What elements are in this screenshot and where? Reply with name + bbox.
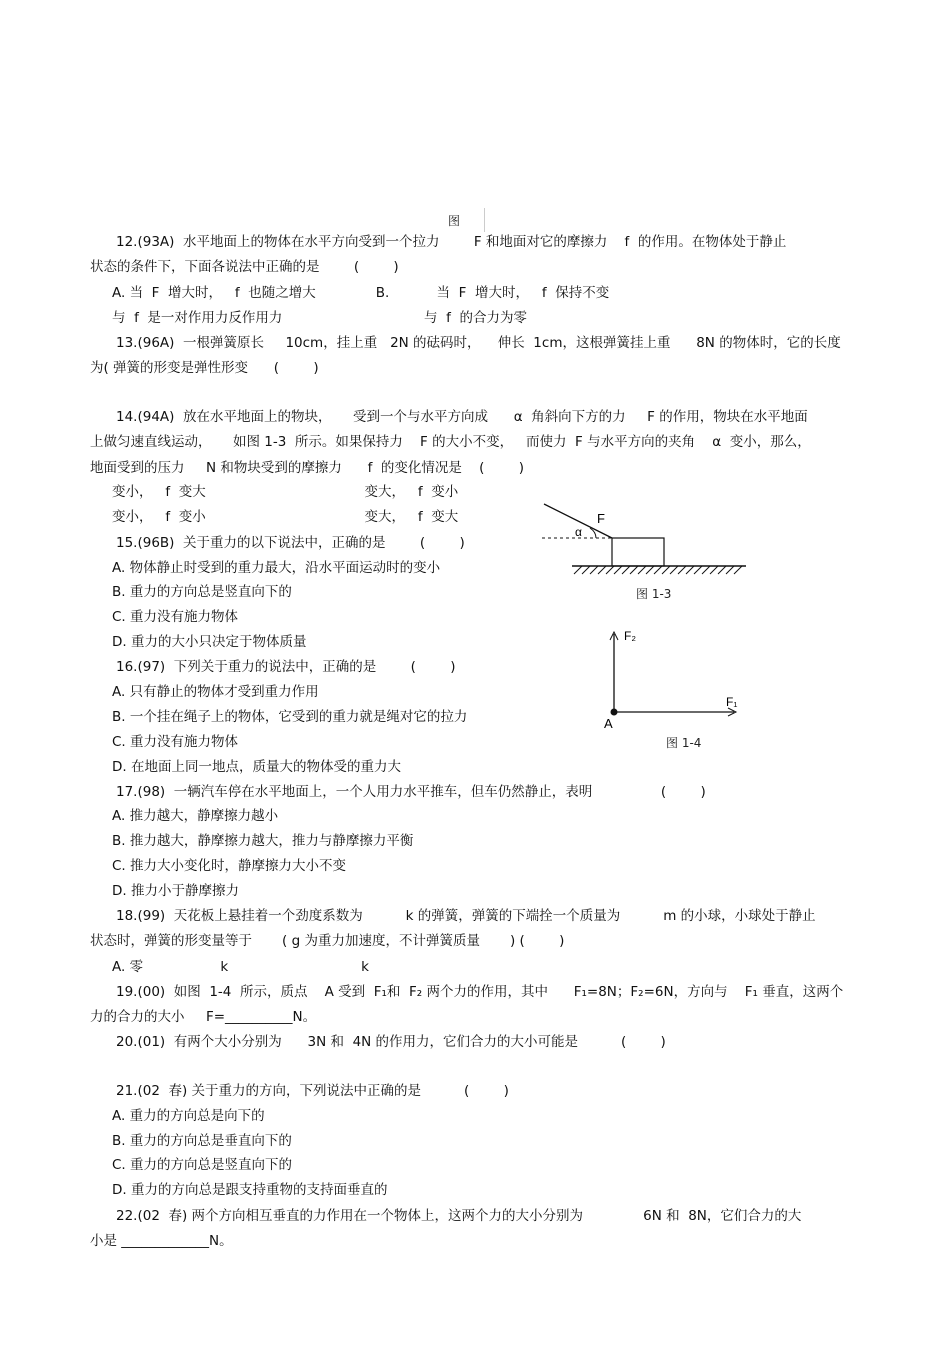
q14-stem-line3: 地面受到的压力 N 和物块受到的摩擦力 f 的变化情况是 ( ) [90,460,524,476]
q14-stem-line2: 上做匀速直线运动， 如图 1-3 所示。如果保持力 F 的大小不变， 而使力 F 与水平方向的夹角 α 变小，那么， [90,434,811,450]
q18-stem-line2: 状态时，弹簧的形变量等于 ( g 为重力加速度，不计弹簧质量 ) ( ) [90,933,565,949]
angle-label: α [575,525,582,539]
q17-option-a: A. 推力越大，静摩擦力越小 [112,808,279,824]
q22-stem-line2: 小是 _____________N。 [90,1233,233,1249]
q14-options-line2: 变小， f 变小 变大， f 变大 [112,509,459,525]
figure-1-3-diagram [540,498,750,580]
q20-stem: 20.(01) 有两个大小分别为 3N 和 4N 的作用力，它们合力的大小可能是 ( ) [116,1034,666,1050]
q21-stem: 21.(02 春) 关于重力的方向，下列说法中正确的是 ( ) [116,1083,509,1099]
q13-stem-line1: 13.(96A) 一根弹簧原长 10cm，挂上重 2N 的砝码时， 伸长 1cm，这根弹簧挂上重 8N 的物体时，它的长度 [116,335,841,351]
q21-option-a: A. 重力的方向总是向下的 [112,1108,265,1124]
q17-option-b: B. 推力越大，静摩擦力越大，推力与静摩擦力平衡 [112,833,414,849]
q13-stem-line2: 为( 弹簧的形变是弹性形变 ( ) [90,360,319,376]
q21-option-b: B. 重力的方向总是垂直向下的 [112,1133,292,1149]
figure-1-3-caption: 图 1-3 [636,587,672,601]
f1-label: F₁ [726,695,738,709]
q16-option-c: C. 重力没有施力物体 [112,734,239,750]
q15-stem: 15.(96B) 关于重力的以下说法中，正确的是 ( ) [116,535,465,551]
ground-hatching [574,566,742,574]
q16-option-b: B. 一个挂在绳子上的物体，它受到的重力就是绳对它的拉力 [112,709,468,725]
q19-stem-line2: 力的合力的大小 F=__________N。 [90,1009,317,1025]
q14-stem-line1: 14.(94A) 放在水平地面上的物块， 受到一个与水平方向成 α 角斜向下方的力 F 的作用，物块在水平地面 [116,409,808,425]
point-a-label: A [604,716,613,731]
figure-1-4-diagram [598,624,748,734]
q22-stem-line1: 22.(02 春) 两个方向相互垂直的力作用在一个物体上，这两个力的大小分别为 6N 和 8N，它们合力的大 [116,1208,802,1224]
q17-option-c: C. 推力大小变化时，静摩擦力大小不变 [112,858,347,874]
q14-options-line1: 变小， f 变大 变大， f 变小 [112,484,459,500]
top-figure-caption: 图 [448,214,461,228]
force-label: F [597,511,605,526]
q12-options-cd: 与 f 是一对作用力反作用力 与 f 的合力为零 [112,310,527,326]
q15-option-a: A. 物体静止时受到的重力最大，沿水平面运动时的变小 [112,560,441,576]
q19-stem-line1: 19.(00) 如图 1-4 所示，质点 A 受到 F₁和 F₂ 两个力的作用，其中 F₁=8N；F₂=6N，方向与 F₁ 垂直，这两个 [116,984,844,1000]
q17-option-d: D. 推力小于静摩擦力 [112,883,239,899]
q12-stem-line2: 状态的条件下，下面各说法中正确的是 ( ) [90,259,399,275]
q17-stem: 17.(98) 一辆汽车停在水平地面上，一个人用力水平推车，但车仍然静止，表明 ( ) [116,784,706,800]
q16-option-a: A. 只有静止的物体才受到重力作用 [112,684,319,700]
q18-options: A. 零 k k [112,959,369,975]
f2-label: F₂ [624,629,636,643]
figure-1-4-caption: 图 1-4 [666,736,702,750]
q21-option-d: D. 重力的方向总是跟支持重物的支持面垂直的 [112,1182,388,1198]
q12-options-ab: A. 当 F 增大时， f 也随之增大 B. 当 F 增大时， f 保持不变 [112,285,610,301]
q15-option-d: D. 重力的大小只决定于物体质量 [112,634,307,650]
q12-stem-line1: 12.(93A) 水平地面上的物体在水平方向受到一个拉力 F 和地面对它的摩擦力 f 的作用。在物体处于静止 [116,234,787,250]
q15-option-c: C. 重力没有施力物体 [112,609,239,625]
point-a-dot [611,709,618,716]
block [612,538,664,566]
q21-option-c: C. 重力的方向总是竖直向下的 [112,1157,293,1173]
q16-option-d: D. 在地面上同一地点，质量大的物体受的重力大 [112,759,401,775]
q15-option-b: B. 重力的方向总是竖直向下的 [112,584,292,600]
vertical-divider [484,208,485,232]
q16-stem: 16.(97) 下列关于重力的说法中，正确的是 ( ) [116,659,456,675]
q18-stem-line1: 18.(99) 天花板上悬挂着一个劲度系数为 k 的弹簧，弹簧的下端拴一个质量为 m 的小球，小球处于静止 [116,908,816,924]
